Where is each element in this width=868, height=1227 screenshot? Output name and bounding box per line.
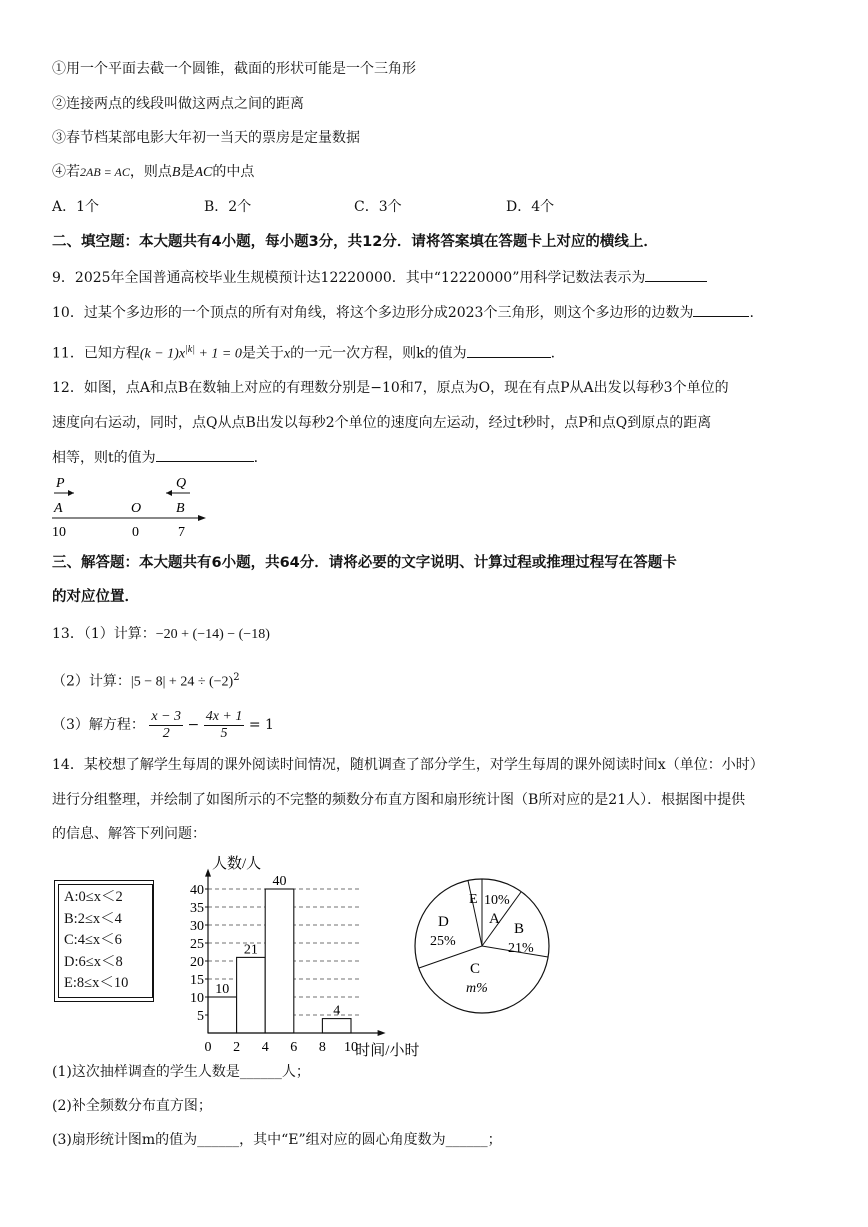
label-q: Q <box>176 476 187 491</box>
sub-question-1: (1)这次抽样调查的学生人数是______人； <box>52 1064 310 1080</box>
y-tick-label: 25 <box>190 937 204 952</box>
sub-3-blank-angle[interactable]: ______ <box>445 1132 488 1148</box>
value-a: 10 <box>52 525 66 540</box>
option-c[interactable]: C．3个 <box>354 199 402 215</box>
bar-value-label: 40 <box>272 874 287 889</box>
y-tick-label: 5 <box>197 1009 204 1024</box>
y-tick-label: 10 <box>190 991 204 1006</box>
y-tick-label: 30 <box>190 919 204 934</box>
pie-pct-d: 25% <box>430 934 456 949</box>
bar-value-label: 4 <box>333 1003 341 1019</box>
pie-pct-c: m% <box>466 981 488 996</box>
x-tick-label: 2 <box>233 1040 241 1055</box>
label-a: A <box>54 501 63 516</box>
question-13-part-1: 13．（1）计算：−20 + (−14) − (−18) <box>52 626 270 642</box>
question-10: 10．过某个多边形的一个顶点的所有对角线，将这个多边形分成2023个三角形，则这个多边形的边数为 . <box>52 302 754 323</box>
bar-value-label: 21 <box>243 942 258 958</box>
legend-d: D:6≤x＜8 <box>64 953 123 970</box>
pie-divider-e-d <box>468 881 482 947</box>
pie-pct-a: 10% <box>484 893 510 908</box>
frequency-histogram <box>180 850 440 1060</box>
question-14-line-3: 的信息、解答下列问题： <box>52 826 206 842</box>
x-axis-arrow <box>378 1030 386 1036</box>
question-12-line-3: 相等，则t的值为 . <box>52 447 258 468</box>
section-2-heading: 二、填空题：本大题共有4小题，每小题3分，共12分．请将答案填在答题卡上对应的横线上． <box>52 234 658 250</box>
pie-chart <box>410 870 560 1020</box>
question-9: 9．2025年全国普通高校毕业生规模预计达12220000．其中“12220000”用科学记数法表示为 <box>52 267 707 288</box>
x-axis-title: 时间/小时 <box>355 1043 420 1059</box>
question-12-line-1: 12．如图，点A和点B在数轴上对应的有理数分别是−10和7，原点为O，现在有点P从A出发以每秒3个单位的 <box>52 380 729 396</box>
histogram-bar <box>208 997 237 1033</box>
histogram-bar <box>237 957 266 1033</box>
pie-label-b: B <box>514 921 525 937</box>
label-b: B <box>176 501 185 516</box>
question-13-part-3: （3）解方程： $\frac{x - 3}{2}$ − $\frac{4x + 1}{5}$ = 1 <box>52 708 274 741</box>
question-11: 11．已知方程$(k - 1)x^{|k|} + 1 = 0$是关于x的一元一次方程，则k的值为 . <box>52 344 556 362</box>
number-line-figure <box>48 472 218 542</box>
sub-question-3: (3)扇形统计图m的值为______，其中“E”组对应的圆心角度数为______； <box>52 1132 502 1148</box>
question-14-line-2: 进行分组整理，并绘制了如图所示的不完整的频数分布直方图和扇形统计图（B所对应的是21人）．根据图中提供 <box>52 792 746 808</box>
q9-answer-blank[interactable] <box>645 267 707 282</box>
sub-1-blank[interactable]: ______ <box>239 1064 282 1080</box>
bar-value-label: 10 <box>215 982 230 997</box>
histogram-bar <box>322 1019 351 1033</box>
statement-2: ②连接两点的线段叫做这两点之间的距离 <box>52 96 304 112</box>
group-legend <box>54 880 154 1002</box>
y-axis-title: 人数/人 <box>212 856 262 872</box>
option-b[interactable]: B．2个 <box>204 199 252 215</box>
histogram-bar <box>265 889 294 1033</box>
question-13-part-2: （2）计算：$|5 - 8| + 24 \div (-2)^2$ <box>52 672 240 690</box>
y-tick-label: 20 <box>190 955 204 970</box>
legend-c: C:4≤x＜6 <box>64 932 122 948</box>
question-14-line-1: 14．某校想了解学生每周的课外阅读时间情况，随机调查了部分学生，对学生每周的课外阅读时间x（单位：小时） <box>52 757 764 773</box>
value-o: 0 <box>132 525 139 540</box>
y-axis-arrow <box>205 869 211 877</box>
label-o: O <box>131 501 142 516</box>
x-tick-label: 4 <box>261 1040 269 1055</box>
option-d[interactable]: D．4个 <box>506 199 555 215</box>
x-tick-label: 10 <box>344 1040 358 1055</box>
pie-label-c: C <box>470 961 481 977</box>
value-b: 7 <box>178 525 185 540</box>
option-a[interactable]: A．1个 <box>52 199 100 215</box>
legend-b: B:2≤x＜4 <box>64 910 122 927</box>
x-tick-label: 8 <box>318 1040 326 1055</box>
sub-question-2: (2)补全频数分布直方图； <box>52 1098 212 1114</box>
pie-label-e: E <box>469 892 478 907</box>
q11-answer-blank[interactable] <box>467 343 551 358</box>
pie-label-d: D <box>438 914 449 930</box>
q12-answer-blank[interactable] <box>156 447 254 462</box>
statement-4: ④若2AB = AC，则点B是AC的中点 <box>52 164 255 180</box>
q10-answer-blank[interactable] <box>693 302 749 317</box>
legend-e: E:8≤x＜10 <box>64 975 129 991</box>
x-tick-label: 6 <box>290 1040 298 1055</box>
y-tick-label: 40 <box>190 883 204 898</box>
section-3-heading-line-1: 三、解答题：本大题共有6小题，共64分．请将必要的文字说明、计算过程或推理过程写在答题卡 <box>52 555 677 571</box>
question-12-line-2: 速度向右运动，同时，点Q从点B出发以每秒2个单位的速度向左运动，经过t秒时，点P和点Q到原点的距离 <box>52 415 712 431</box>
y-tick-label: 35 <box>190 901 204 916</box>
y-tick-label: 15 <box>190 973 204 988</box>
x-tick-label: 0 <box>204 1040 212 1055</box>
pie-label-a: A <box>489 911 500 927</box>
legend-a: A:0≤x＜2 <box>64 889 123 905</box>
statement-3: ③春节档某部电影大年初一当天的票房是定量数据 <box>52 130 360 146</box>
pie-pct-b: 21% <box>508 941 534 956</box>
label-p: P <box>56 476 65 491</box>
sub-3-blank-m[interactable]: ______ <box>197 1132 240 1148</box>
q8-options <box>52 197 554 217</box>
section-3-heading-line-2: 的对应位置． <box>52 589 139 605</box>
statement-1: ①用一个平面去截一个圆锥，截面的形状可能是一个三角形 <box>52 61 416 77</box>
